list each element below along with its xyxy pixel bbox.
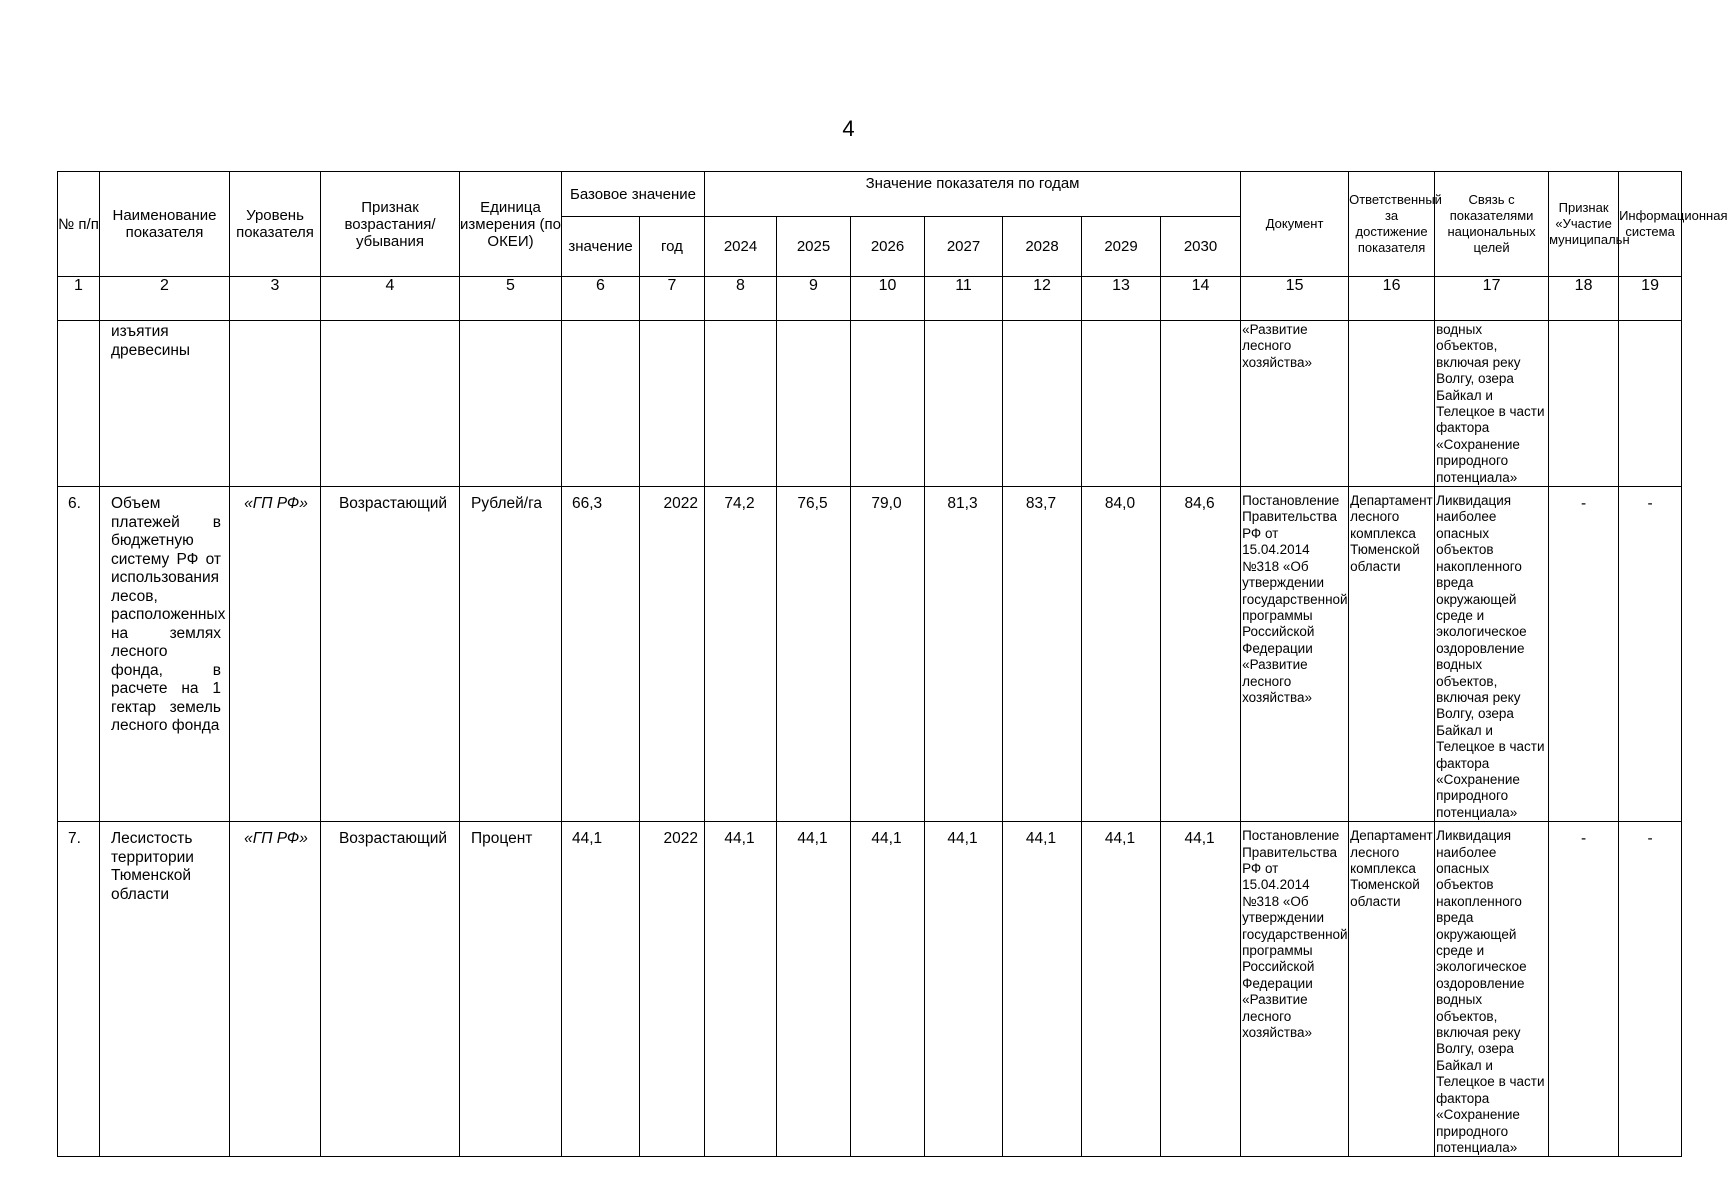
row-infosystem: - [1619, 487, 1682, 822]
row-num: 7. [58, 822, 100, 1157]
column-number: 4 [321, 277, 460, 321]
row-value: 74,2 [705, 487, 777, 822]
row-value: 84,0 [1082, 487, 1161, 822]
row-level: «ГП РФ» [230, 822, 321, 1157]
row-document: «Развитие лесного хозяйства» [1241, 321, 1349, 487]
column-number: 13 [1082, 277, 1161, 321]
column-number: 10 [851, 277, 925, 321]
row-national-goal-link: Ликвидация наиболее опасных объектов накопленного вреда окружающей среде и экологическое оздоровление водных объектов, включая реку Волгу, озера Байкал и Телецкое в части фактора «Сохранение природного потенциала» [1435, 822, 1549, 1157]
header-link: Связь с показателями национальных целей [1435, 172, 1549, 277]
row-base-year: 2022 [640, 822, 705, 1157]
header-unit: Единица измерения (по ОКЕИ) [460, 172, 562, 277]
header-infosystem: Информационная система [1619, 172, 1682, 277]
row-name: Лесистость территории Тюменской области [100, 822, 230, 1157]
row-num [58, 321, 100, 487]
row-value: 44,1 [851, 822, 925, 1157]
header-responsible: Ответственный за достижение показателя [1349, 172, 1435, 277]
header-municipal: Признак «Участие муниципальн [1549, 172, 1619, 277]
row-sign [321, 321, 460, 487]
row-level: «ГП РФ» [230, 487, 321, 822]
row-document: Постановление Правительства РФ от 15.04.2014 №318 «Об утверждении государственной программы Российской Федерации «Развитие лесного хозяйства» [1241, 822, 1349, 1157]
row-municipal: - [1549, 487, 1619, 822]
header-year: 2025 [777, 217, 851, 277]
column-number: 16 [1349, 277, 1435, 321]
header-level: Уровень показателя [230, 172, 321, 277]
header-sign: Признак возрастания/ убывания [321, 172, 460, 277]
row-value [1161, 321, 1241, 487]
row-value: 76,5 [777, 487, 851, 822]
row-document: Постановление Правительства РФ от 15.04.2014 №318 «Об утверждении государственной программы Российской Федерации «Развитие лесного хозяйства» [1241, 487, 1349, 822]
column-number: 18 [1549, 277, 1619, 321]
row-value: 44,1 [705, 822, 777, 1157]
row-value: 44,1 [1003, 822, 1082, 1157]
row-responsible [1349, 321, 1435, 487]
row-value [925, 321, 1003, 487]
row-unit: Процент [460, 822, 562, 1157]
column-number: 19 [1619, 277, 1682, 321]
column-number: 8 [705, 277, 777, 321]
row-infosystem: - [1619, 822, 1682, 1157]
row-base-year: 2022 [640, 487, 705, 822]
column-number: 9 [777, 277, 851, 321]
column-number-row [58, 277, 1682, 321]
header-year: 2026 [851, 217, 925, 277]
header-name: Наименование показателя [100, 172, 230, 277]
table-row [58, 487, 1682, 822]
row-responsible: Департамент лесного комплекса Тюменской области [1349, 487, 1435, 822]
row-value [705, 321, 777, 487]
row-base-year [640, 321, 705, 487]
row-value: 44,1 [1161, 822, 1241, 1157]
column-number: 7 [640, 277, 705, 321]
row-base-value: 44,1 [562, 822, 640, 1157]
header-base: Базовое значение [562, 172, 705, 217]
header-document: Документ [1241, 172, 1349, 277]
row-responsible: Департамент лесного комплекса Тюменской области [1349, 822, 1435, 1157]
header-year: 2027 [925, 217, 1003, 277]
row-infosystem [1619, 321, 1682, 487]
row-national-goal-link: Ликвидация наиболее опасных объектов накопленного вреда окружающей среде и экологическое оздоровление водных объектов, включая реку Волгу, озера Байкал и Телецкое в части фактора «Сохранение природного потенциала» [1435, 487, 1549, 822]
table-row [58, 321, 1682, 487]
header-year: 2029 [1082, 217, 1161, 277]
header-base-value: значение [562, 217, 640, 277]
header-base-year: год [640, 217, 705, 277]
column-number: 6 [562, 277, 640, 321]
header-year: 2030 [1161, 217, 1241, 277]
row-value [851, 321, 925, 487]
row-municipal [1549, 321, 1619, 487]
row-sign: Возрастающий [321, 487, 460, 822]
column-number: 12 [1003, 277, 1082, 321]
header-num: № п/п [58, 172, 100, 277]
column-number: 1 [58, 277, 100, 321]
row-num: 6. [58, 487, 100, 822]
table-row [58, 822, 1682, 1157]
column-number: 14 [1161, 277, 1241, 321]
row-unit: Рублей/га [460, 487, 562, 822]
row-unit [460, 321, 562, 487]
column-number: 11 [925, 277, 1003, 321]
row-value: 44,1 [925, 822, 1003, 1157]
row-value: 79,0 [851, 487, 925, 822]
page-number: 4 [842, 116, 855, 141]
row-value: 44,1 [1082, 822, 1161, 1157]
row-national-goal-link: водных объектов, включая реку Волгу, озера Байкал и Телецкое в части фактора «Сохранение природного потенциала» [1435, 321, 1549, 487]
row-level [230, 321, 321, 487]
row-value: 83,7 [1003, 487, 1082, 822]
row-value [777, 321, 851, 487]
indicators-table [57, 171, 1728, 1157]
row-base-value: 66,3 [562, 487, 640, 822]
column-number: 3 [230, 277, 321, 321]
row-value [1082, 321, 1161, 487]
row-sign: Возрастающий [321, 822, 460, 1157]
header-years-group: Значение показателя по годам [705, 172, 1241, 217]
column-number: 2 [100, 277, 230, 321]
row-name: Объем платежей в бюджетную систему РФ от использования лесов, расположенных на землях лесного фонда, в расчете на 1 гектар земель лесного фонда [100, 487, 230, 822]
row-name: изъятия древесины [100, 321, 230, 487]
header-year: 2024 [705, 217, 777, 277]
header-year: 2028 [1003, 217, 1082, 277]
row-value: 44,1 [777, 822, 851, 1157]
row-base-value [562, 321, 640, 487]
column-number: 5 [460, 277, 562, 321]
row-value: 84,6 [1161, 487, 1241, 822]
row-municipal: - [1549, 822, 1619, 1157]
row-value [1003, 321, 1082, 487]
column-number: 15 [1241, 277, 1349, 321]
column-number: 17 [1435, 277, 1549, 321]
row-value: 81,3 [925, 487, 1003, 822]
